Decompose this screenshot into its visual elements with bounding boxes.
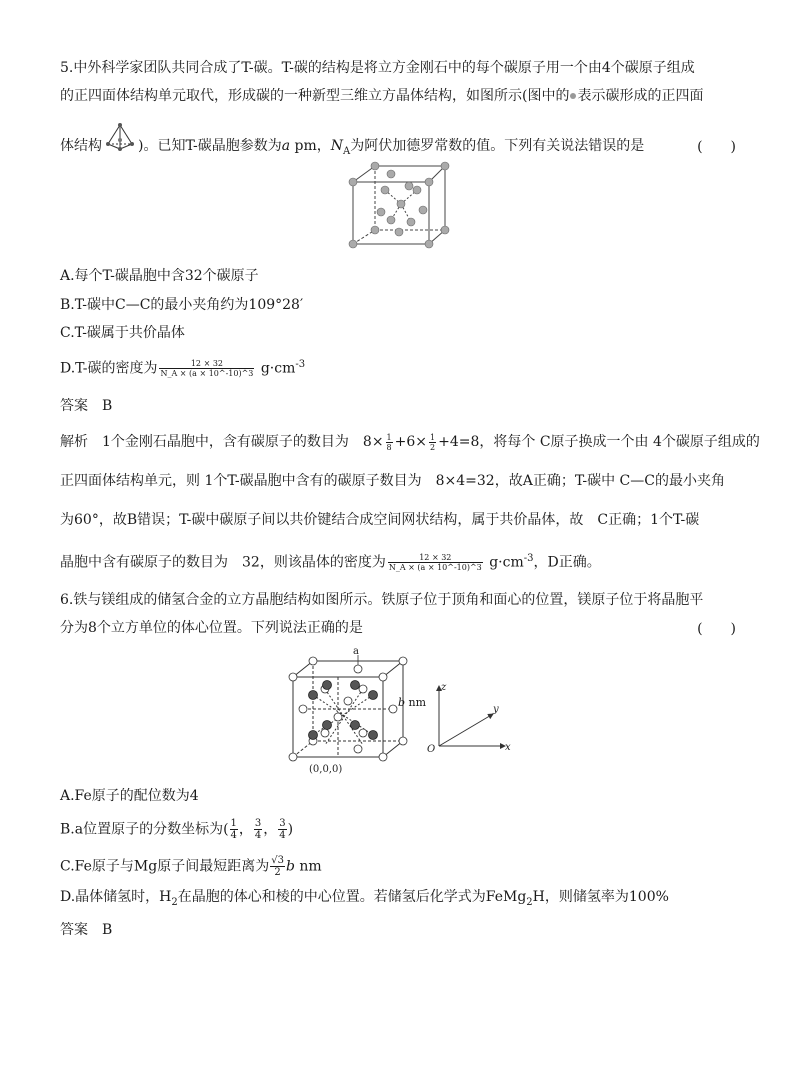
q6-stem-line2: 分为8个立方单位的体心位置。下列说法正确的是 (60, 620, 363, 636)
frac-b2 (254, 818, 262, 841)
q5-stem-line1: 5.中外科学家团队共同合成了T-碳。T-碳的结构是将立方金刚石中的每个碳原子用一个由4个碳原子组成 (60, 60, 695, 76)
q5-exp-line4-a: 晶胞中含有碳原子的数目为 32，则该晶体的密度为 (60, 554, 386, 571)
q5-stem-line2-text: 的正四面体结构单元取代，形成碳的一种新型三维立方晶体结构，如图所示(图中的 (60, 88, 570, 104)
q6-option-b (60, 818, 293, 841)
density-denominator: N_A × (a × 10^-10)^3 (388, 563, 482, 573)
q5-answer: 答案 B (60, 398, 113, 414)
axis-z-label: z (441, 682, 447, 693)
frac-b3 (278, 818, 286, 841)
fig-label-nm: nm (408, 696, 427, 709)
q5-stem-line2-text-b: 表示碳形成的正四面 (577, 88, 704, 104)
frac-den: 8 (386, 442, 392, 452)
q5-stem-line3-a: 体结构 (60, 138, 102, 154)
q5-explanation-line3: 为60°，故B错误；T-碳中碳原子间以共价键结合成空间网状结构，属于共价晶体，故 C正确；1个T-碳 (60, 512, 700, 528)
fig-origin-label: (0,0,0) (309, 764, 343, 775)
q6-option-c-label: C.Fe原子与Mg原子间最短距离为 (60, 858, 270, 875)
q6-option-d-c: H，则储氢率为100% (532, 889, 669, 905)
density-unit: g·cm (260, 360, 296, 377)
density-denominator: N_A × (a × 10^-10)^3 (160, 369, 254, 379)
q5-stem-line3-c: pm， (290, 138, 331, 154)
sep: ， (238, 821, 253, 838)
density-unit-exp: -3 (523, 553, 534, 564)
frac-num: 1 (230, 818, 237, 829)
density-fraction-explain (388, 553, 483, 572)
fe-mg-cell-figure (283, 645, 423, 775)
axis-y-label: y (493, 704, 499, 715)
q6-option-a: A.Fe原子的配位数为4 (60, 788, 199, 804)
frac-den: 4 (279, 830, 286, 841)
tetrahedron-unit-icon (102, 136, 138, 156)
frac-num: 3 (279, 818, 286, 829)
q5-explanation-line2: 正四面体结构单元，则 1个T-碳晶胞中含有的碳原子数目为 8×4=32，故A正确；T-碳中 C—C的最小夹角 (60, 473, 725, 489)
q5-stem-line3-b: )。已知T-碳晶胞参数为 (138, 138, 282, 154)
frac-den: 4 (230, 830, 237, 841)
unit-nm: nm (294, 858, 322, 875)
tetrahedron-dot-icon (570, 93, 576, 99)
q5-option-c: C.T-碳属于共价晶体 (60, 325, 185, 341)
var-NA-sub: A (343, 145, 351, 157)
q6-answer-paren: ( ) (697, 621, 736, 637)
q5-answer-paren: ( ) (697, 139, 736, 155)
q5-exp-line1-c: +4=8，将每个 C原子换成一个由 4个碳原子组成的 (438, 434, 760, 450)
frac-num: 3 (254, 818, 262, 829)
frac-num: √3 (271, 855, 284, 866)
var-NA: N (330, 138, 344, 154)
q5-option-d-label: D.T-碳的密度为 (60, 360, 158, 377)
frac-num: 1 (386, 432, 392, 442)
q5-explanation-line1 (60, 432, 760, 452)
mg2-sub: 2 (526, 896, 533, 908)
fig-label-a: a (353, 646, 359, 657)
q6-option-c (60, 855, 322, 878)
q5-explanation-line4 (60, 549, 601, 573)
density-numerator: 12 × 32 (159, 359, 254, 369)
frac-one-eighth (386, 433, 393, 452)
frac-den: 2 (274, 867, 281, 878)
frac-one-half (429, 433, 436, 452)
fig-b-nm-label (398, 696, 426, 709)
q5-option-d (60, 355, 305, 379)
q6-option-b-label: B.a位置原子的分数坐标为( (60, 821, 229, 838)
var-a: a (281, 138, 291, 154)
density-unit: g·cm (489, 554, 524, 571)
var-b: b (285, 858, 295, 875)
axis-origin-label: O (427, 744, 436, 755)
q6-answer: 答案 B (60, 922, 113, 938)
t-carbon-cell-figure (345, 160, 455, 260)
axis-x-label: x (505, 742, 511, 753)
q5-stem-line3 (60, 136, 644, 162)
q6-option-d-a: D.晶体储氢时，H (60, 889, 172, 905)
q5-exp-line1-a: 解析 1个金刚石晶胞中，含有碳原子的数目为 8× (60, 434, 384, 450)
q6-option-d-b: 在晶胞的体心和棱的中心位置。若储氢后化学式为FeMg (177, 889, 527, 905)
q5-exp-line1-b: +6× (394, 434, 428, 450)
q5-exp-line4-c: ，D正确。 (533, 554, 601, 571)
density-numerator: 12 × 32 (388, 553, 483, 563)
fig-label-b: b (398, 696, 406, 709)
frac-b1 (230, 818, 238, 841)
frac-num: 1 (430, 432, 436, 442)
density-fraction (159, 359, 254, 378)
sep: ， (263, 821, 278, 838)
h2-sub: 2 (171, 896, 178, 908)
q6-stem-line1: 6.铁与镁组成的储氢合金的立方晶胞结构如图所示。铁原子位于顶角和面心的位置，镁原子位于将晶胞平 (60, 592, 704, 608)
q5-option-b: B.T-碳中C—C的最小夹角约为109°28′ (60, 297, 304, 313)
q5-option-a: A.每个T-碳晶胞中含32个碳原子 (60, 268, 259, 284)
frac-sqrt3-2 (270, 855, 285, 878)
coordinate-axes-figure (425, 678, 515, 758)
frac-den: 2 (430, 442, 436, 452)
q6-option-d (60, 887, 669, 913)
q5-stem-line3-d: 为阿伏加德罗常数的值。下列有关说法错误的是 (350, 138, 645, 154)
paren-close: ) (287, 821, 294, 838)
density-unit-exp: -3 (295, 359, 306, 370)
frac-den: 4 (254, 830, 262, 841)
q5-stem-line2 (60, 86, 703, 106)
